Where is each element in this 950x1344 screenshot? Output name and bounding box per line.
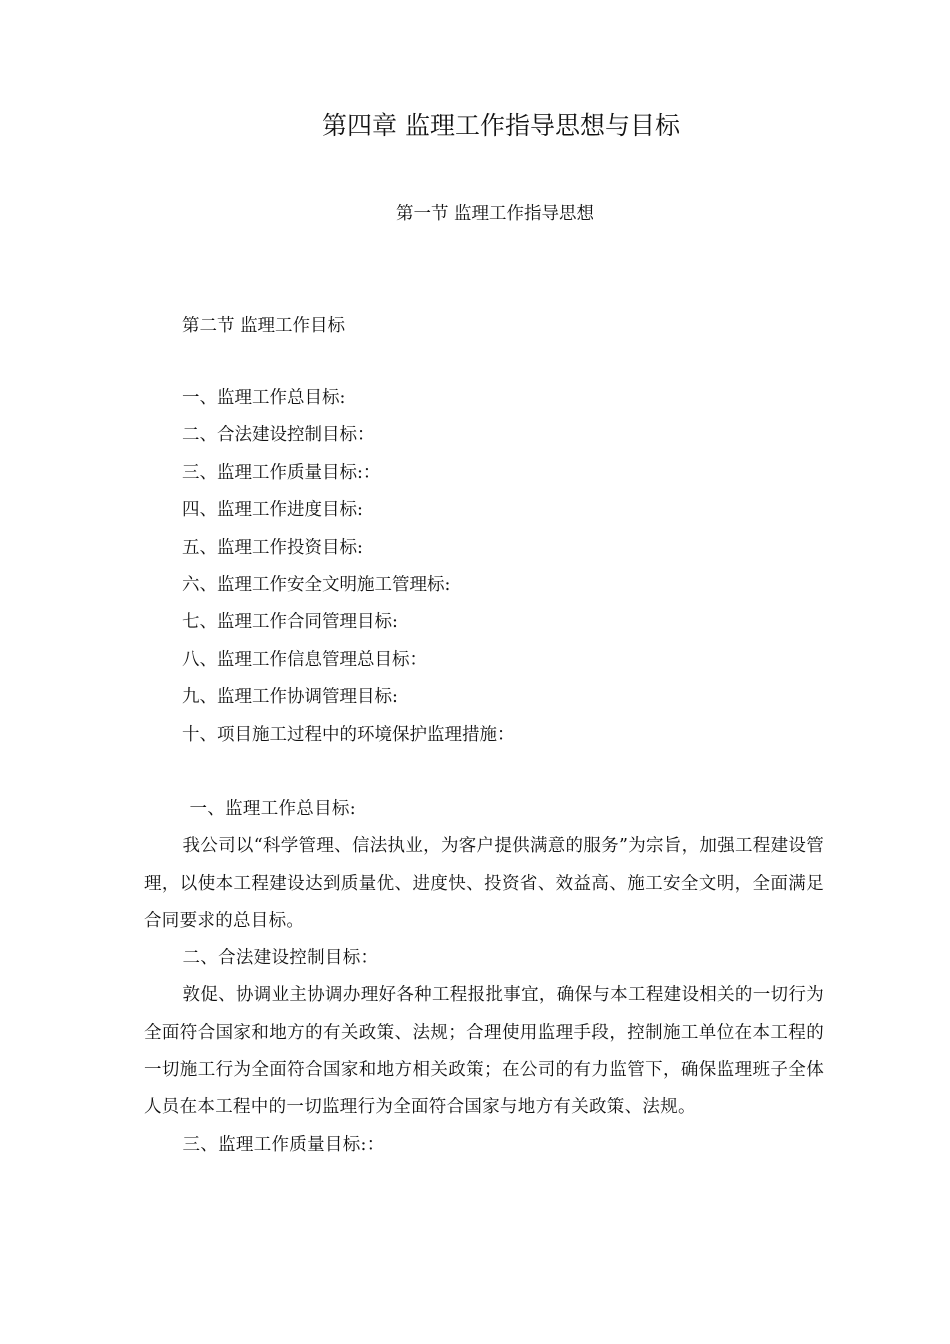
outline-item: 三、监理工作质量目标:： bbox=[182, 462, 381, 483]
outline-item: 四、监理工作进度目标: bbox=[182, 500, 363, 521]
outline-item: 六、监理工作安全文明施工管理标: bbox=[182, 574, 451, 595]
subsection-heading-legal-control: 二、合法建设控制目标： bbox=[182, 948, 379, 969]
outline-item: 五、监理工作投资目标: bbox=[182, 537, 363, 558]
outline-item: 一、监理工作总目标: bbox=[182, 388, 346, 408]
outline-item: 十、项目施工过程中的环境保护监理措施： bbox=[182, 724, 515, 745]
chapter-title: 第四章 监理工作指导思想与目标 bbox=[322, 111, 680, 140]
body-content bbox=[144, 791, 824, 1164]
subsection-heading-overall-goal: 一、监理工作总目标: bbox=[189, 799, 356, 819]
section-title-guiding-ideology: 第一节 监理工作指导思想 bbox=[395, 204, 595, 224]
outline-item: 九、监理工作协调管理目标: bbox=[182, 687, 398, 708]
goals-outline-list bbox=[182, 384, 515, 758]
paragraph-overall-goal: 我公司以“科学管理、信法执业，为客户提供满意的服务”为宗旨，加强工程建设管理，以使本工程建设达到质量优、进度快、投资省、效益高、施工安全文明，全面满足合同要求的总目标。 bbox=[144, 836, 824, 931]
outline-item: 八、监理工作信息管理总目标： bbox=[182, 649, 427, 670]
paragraph-legal-control: 敦促、协调业主协调办理好各种工程报批事宜，确保与本工程建设相关的一切行为全面符合国家和地方的有关政策、法规；合理使用监理手段，控制施工单位在本工程的一切施工行为全面符合国家和地方相关政策；在公司的有力监管下，确保监理班子全体人员在本工程中的一切监理行为全面符合国家与地方有关政策、法规。 bbox=[144, 985, 824, 1118]
outline-item: 七、监理工作合同管理目标: bbox=[182, 612, 398, 633]
section-title-work-goals: 第二节 监理工作目标 bbox=[182, 316, 346, 336]
subsection-heading-quality-goal: 三、监理工作质量目标:： bbox=[182, 1134, 385, 1155]
outline-item: 二、合法建设控制目标： bbox=[182, 425, 375, 446]
